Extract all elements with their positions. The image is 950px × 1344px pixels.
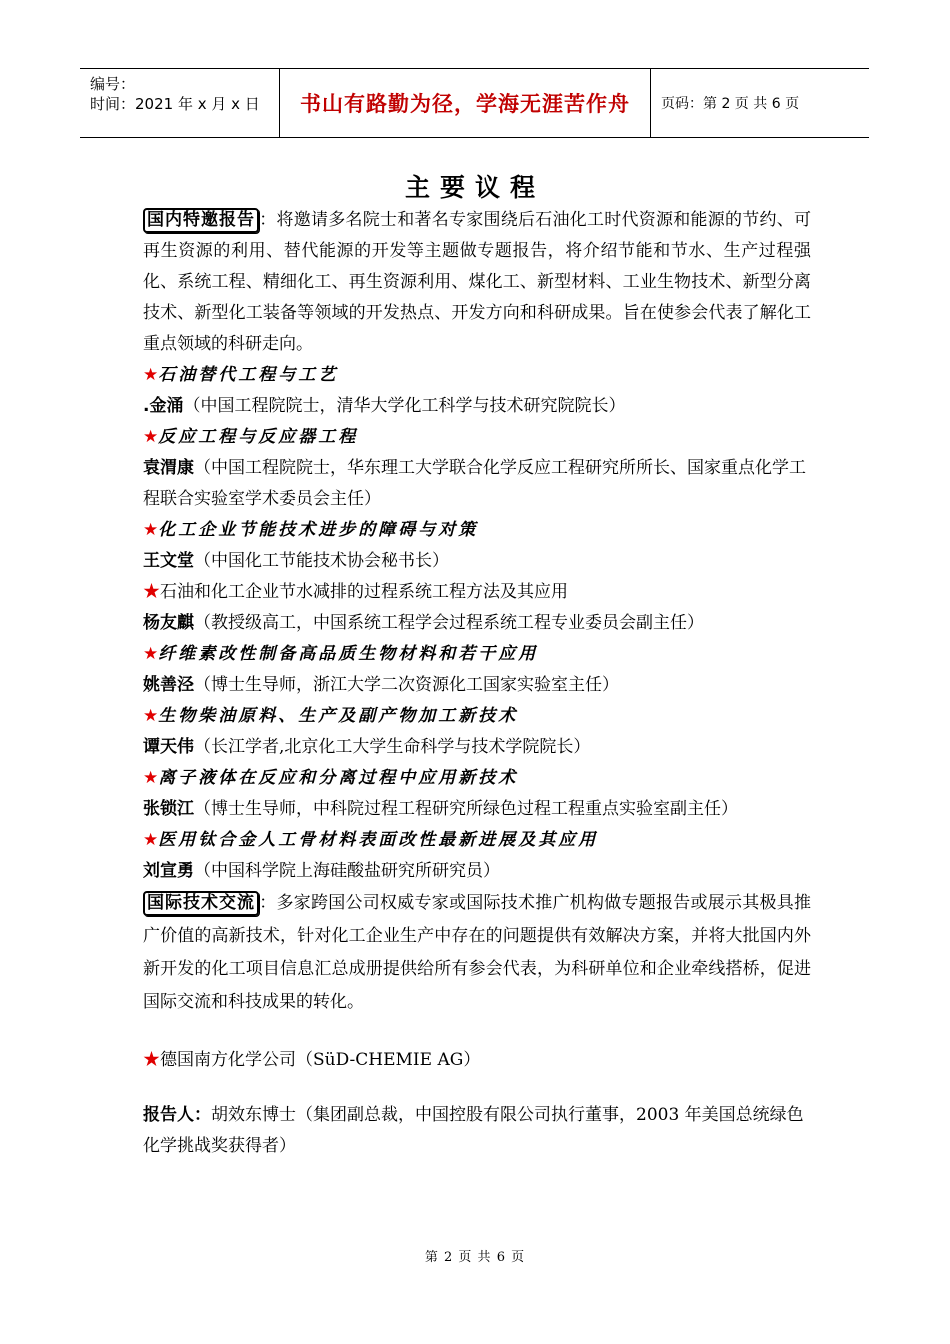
star-icon: ★	[143, 644, 159, 664]
agenda-topic: ★离子液体在反应和分离过程中应用新技术	[143, 768, 519, 788]
star-icon: ★	[143, 706, 159, 726]
header-meta	[80, 69, 280, 137]
speaker-detail: （中国工程院院士，清华大学化工科学与技术研究院院长）	[183, 396, 626, 416]
header-motto: 书山有路勤为径，学海无涯苦作舟	[280, 69, 651, 137]
domestic-section	[143, 205, 811, 360]
star-icon: ★	[143, 582, 160, 602]
number-label: 编号：	[90, 75, 136, 93]
company-line	[143, 1045, 811, 1076]
star-icon: ★	[143, 520, 159, 540]
time-label: 时间：2021 年 x 月 x 日	[90, 95, 260, 113]
agenda-speaker	[143, 453, 811, 515]
speaker-name: 袁渭康	[143, 458, 194, 478]
speaker-name: 姚善泾	[143, 675, 194, 695]
page-footer: 第 2 页 共 6 页	[424, 1250, 526, 1265]
agenda-speaker	[143, 670, 811, 701]
speaker-detail: （博士生导师，浙江大学二次资源化工国家实验室主任）	[194, 675, 619, 695]
speaker-name: .金涌	[143, 396, 184, 416]
document-body	[143, 205, 811, 1162]
agenda-speaker	[143, 546, 811, 577]
star-icon: ★	[143, 427, 159, 447]
international-colon: ：	[259, 893, 277, 913]
page-title: 主要议程	[404, 173, 545, 202]
domestic-colon: ：	[259, 210, 277, 230]
agenda-speaker	[143, 732, 811, 763]
reporter-line	[143, 1100, 811, 1162]
international-tag: 国际技术交流	[143, 891, 259, 916]
speaker-detail: （教授级高工，中国系统工程学会过程系统工程专业委员会副主任）	[194, 613, 704, 633]
agenda-topic: ★化工企业节能技术进步的障碍与对策	[143, 520, 479, 540]
agenda-speaker	[143, 794, 811, 825]
agenda-speaker	[143, 856, 811, 887]
speaker-name: 张锁江	[143, 799, 194, 819]
international-text: 多家跨国公司权威专家或国际技术推广机构做专题报告或展示其极具推广价值的高新技术，针对化工企业生产中存在的问题提供有效解决方案，并将大批国内外新开发的化工项目信息汇总成册提供给所有参会代表，为科研单位和企业牵线搭桥，促进国际交流和科技成果的转化。	[143, 893, 811, 1012]
company-name: 德国南方化学公司（SüD-CHEMIE AG）	[160, 1050, 481, 1070]
speaker-name: 谭天伟	[143, 737, 194, 757]
speaker-detail: （中国科学院上海硅酸盐研究所研究员）	[194, 861, 500, 881]
international-section	[143, 887, 811, 1019]
agenda-topic: ★反应工程与反应器工程	[143, 427, 359, 447]
agenda-topic: ★石油替代工程与工艺	[143, 365, 339, 385]
agenda-speaker	[143, 391, 811, 422]
header-page-info: 页码：第 2 页 共 6 页	[661, 96, 800, 112]
speaker-detail: （中国工程院院士，华东理工大学联合化学反应工程研究所所长、国家重点化学工程联合实验室学术委员会主任）	[143, 458, 806, 509]
speaker-name: 杨友麒	[143, 613, 194, 633]
spacer	[143, 1019, 811, 1045]
reporter-text: 胡效东博士（集团副总裁，中国控股有限公司执行董事，2003 年美国总统绿色化学挑战奖获得者）	[143, 1105, 804, 1156]
agenda-topic: ★医用钛合金人工骨材料表面改性最新进展及其应用	[143, 830, 599, 850]
star-icon: ★	[143, 365, 159, 385]
header-table	[80, 68, 869, 138]
agenda-speaker	[143, 608, 811, 639]
speaker-name: 王文堂	[143, 551, 194, 571]
star-icon: ★	[143, 1050, 160, 1070]
domestic-text: 将邀请多名院士和著名专家围绕后石油化工时代资源和能源的节约、可再生资源的利用、替代能源的开发等主题做专题报告，将介绍节能和节水、生产过程强化、系统工程、精细化工、再生资源利用、煤化工、新型材料、工业生物技术、新型分离技术、新型化工装备等领域的开发热点、开发方向和科研成果。旨在使参会代表了解化工重点领域的科研走向。	[143, 210, 811, 354]
agenda-topic: ★生物柴油原料、生产及副产物加工新技术	[143, 706, 519, 726]
spacer	[143, 1076, 811, 1100]
speaker-detail: （中国化工节能技术协会秘书长）	[194, 551, 449, 571]
speaker-detail: （博士生导师，中科院过程工程研究所绿色过程工程重点实验室副主任）	[194, 799, 738, 819]
star-icon: ★	[143, 768, 159, 788]
reporter-label: 报告人：	[143, 1105, 211, 1125]
star-icon: ★	[143, 830, 159, 850]
speaker-detail: （长江学者,北京化工大学生命科学与技术学院院长）	[194, 737, 591, 757]
agenda-topic: ★纤维素改性制备高品质生物材料和若干应用	[143, 644, 539, 664]
agenda-topic: ★石油和化工企业节水减排的过程系统工程方法及其应用	[143, 582, 568, 602]
domestic-tag: 国内特邀报告	[143, 208, 259, 233]
speaker-name: 刘宣勇	[143, 861, 194, 881]
